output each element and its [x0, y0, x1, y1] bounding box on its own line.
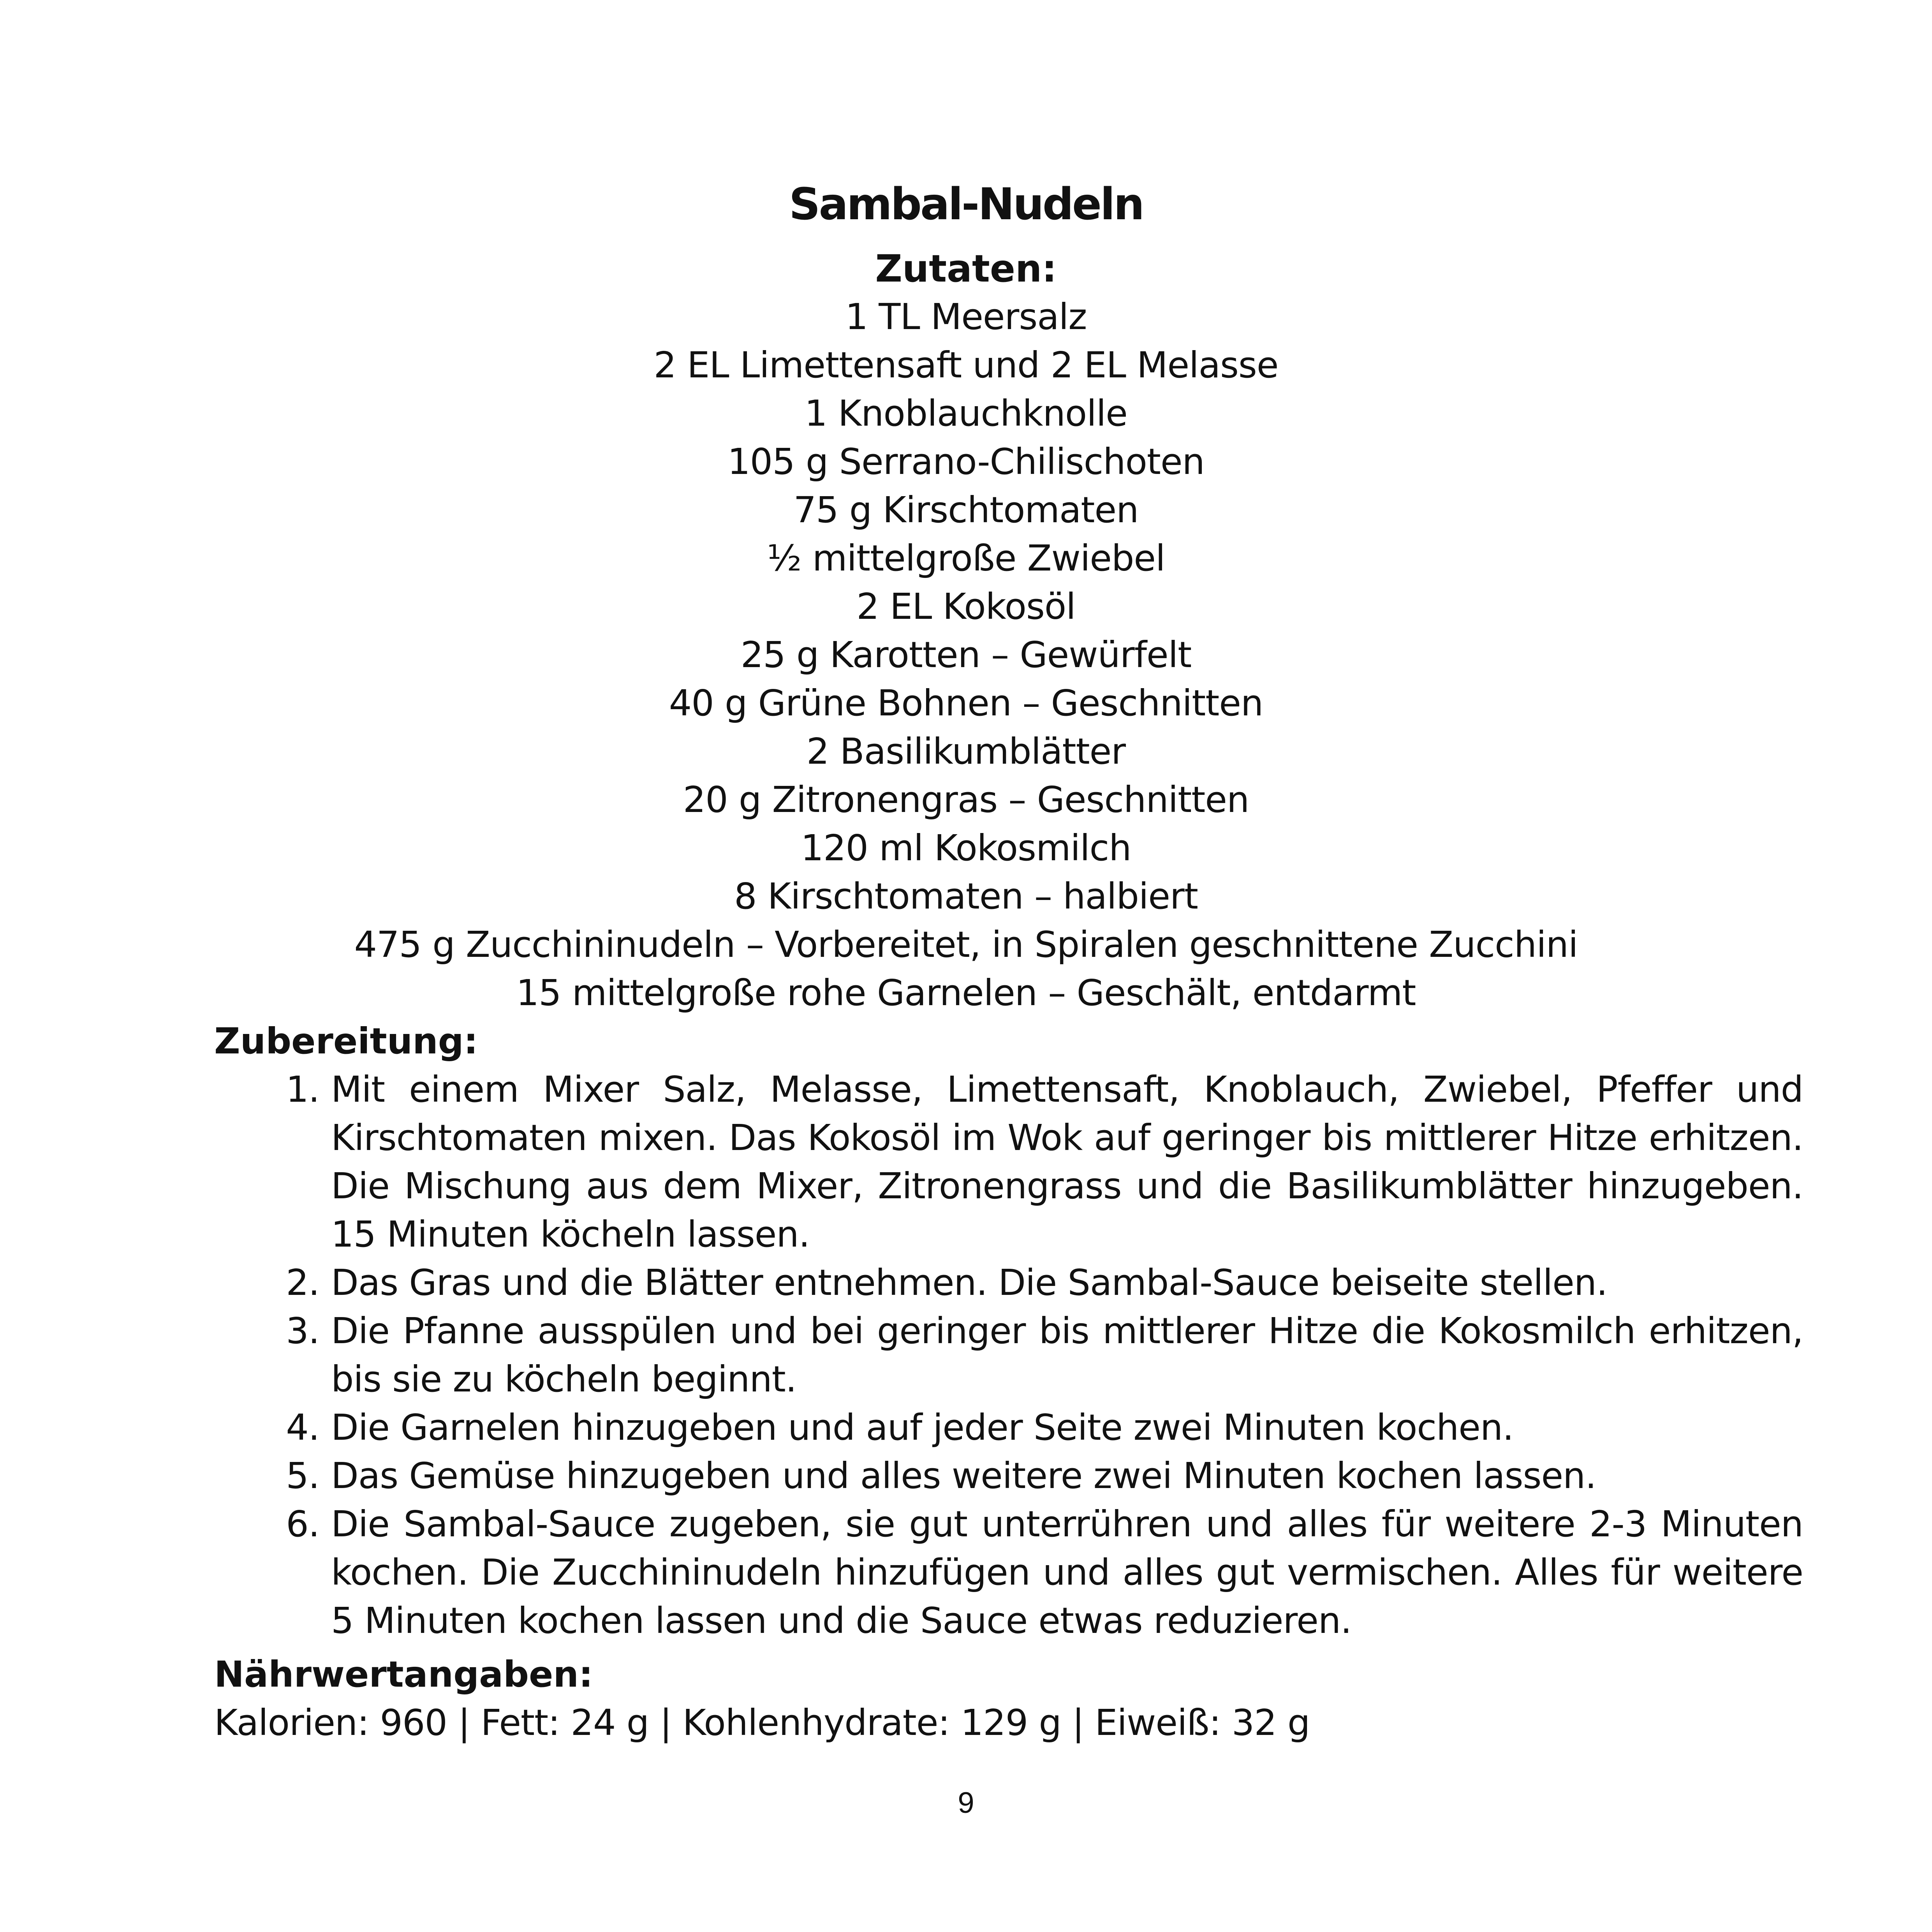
step-number: 3.	[286, 1310, 319, 1352]
step-number: 4.	[286, 1407, 319, 1448]
ingredient-item: 120 ml Kokosmilch	[801, 827, 1131, 869]
step-item	[214, 1500, 1803, 1645]
ingredient-item: 105 g Serrano-Chilischoten	[727, 441, 1205, 483]
step-item	[214, 1307, 1803, 1404]
step-number: 1.	[286, 1069, 319, 1110]
preparation-steps	[214, 1066, 1803, 1645]
nutrition-section	[214, 1650, 1803, 1747]
ingredient-item: 25 g Karotten – Gewürfelt	[740, 634, 1192, 676]
step-number: 6.	[286, 1503, 319, 1545]
ingredient-item: 1 TL Meersalz	[845, 296, 1087, 338]
step-number: 2.	[286, 1262, 319, 1303]
preparation-heading: Zubereitung:	[214, 1020, 478, 1062]
ingredient-item: 15 mittelgroße rohe Garnelen – Geschält, entdarmt	[516, 972, 1416, 1014]
ingredient-item: 475 g Zucchininudeln – Vorbereitet, in Spiralen geschnittene Zucchini	[354, 924, 1578, 965]
preparation-section	[214, 1017, 1803, 1645]
ingredient-item: 8 Kirschtomaten – halbiert	[734, 875, 1198, 917]
recipe-title: Sambal-Nudeln	[789, 179, 1143, 230]
ingredient-item: 2 Basilikumblätter	[806, 731, 1126, 772]
ingredient-item: 40 g Grüne Bohnen – Geschnitten	[669, 682, 1263, 724]
ingredient-item: 20 g Zitronengras – Geschnitten	[683, 779, 1249, 821]
step-text: Die Sambal-Sauce zugeben, sie gut unterrühren und alles für weitere 2-3 Minuten kochen. Die Zucchininudeln hinzufügen und alles gut vermischen. Alles für weitere 5 Minuten kochen lassen und die Sauce etwas reduzieren.	[331, 1503, 1803, 1641]
ingredient-item: 1 Knoblauchknolle	[805, 393, 1127, 434]
step-item	[214, 1259, 1803, 1307]
ingredients-list	[0, 293, 1932, 1017]
step-text: Das Gemüse hinzugeben und alles weitere zwei Minuten kochen lassen.	[331, 1455, 1596, 1497]
ingredients-heading: Zutaten:	[875, 247, 1057, 291]
ingredient-item: 2 EL Kokosöl	[856, 586, 1076, 627]
step-item	[214, 1066, 1803, 1259]
step-number: 5.	[286, 1455, 319, 1497]
step-text: Mit einem Mixer Salz, Melasse, Limettensaft, Knoblauch, Zwiebel, Pfeffer und Kirschtomaten mixen. Das Kokosöl im Wok auf geringer bis mittlerer Hitze erhitzen. Die Mischung aus dem Mixer, Zitronengrass und die Basilikumblätter hinzugeben. 15 Minuten köcheln lassen.	[331, 1069, 1803, 1255]
ingredient-item: ½ mittelgroße Zwiebel	[767, 537, 1165, 579]
page-number: 9	[958, 1786, 974, 1819]
step-item	[214, 1404, 1803, 1452]
ingredients-section	[0, 245, 1932, 1017]
step-text: Das Gras und die Blätter entnehmen. Die Sambal-Sauce beiseite stellen.	[331, 1262, 1608, 1303]
step-text: Die Garnelen hinzugeben und auf jeder Seite zwei Minuten kochen.	[331, 1407, 1514, 1448]
nutrition-values: Kalorien: 960 | Fett: 24 g | Kohlenhydrate: 129 g | Eiweiß: 32 g	[214, 1702, 1310, 1744]
ingredient-item: 2 EL Limettensaft und 2 EL Melasse	[653, 344, 1279, 386]
step-text: Die Pfanne ausspülen und bei geringer bis mittlerer Hitze die Kokosmilch erhitzen, bis sie zu köcheln beginnt.	[331, 1310, 1803, 1400]
ingredient-item: 75 g Kirschtomaten	[793, 489, 1139, 531]
step-item	[214, 1452, 1803, 1500]
nutrition-heading: Nährwertangaben:	[214, 1654, 593, 1695]
